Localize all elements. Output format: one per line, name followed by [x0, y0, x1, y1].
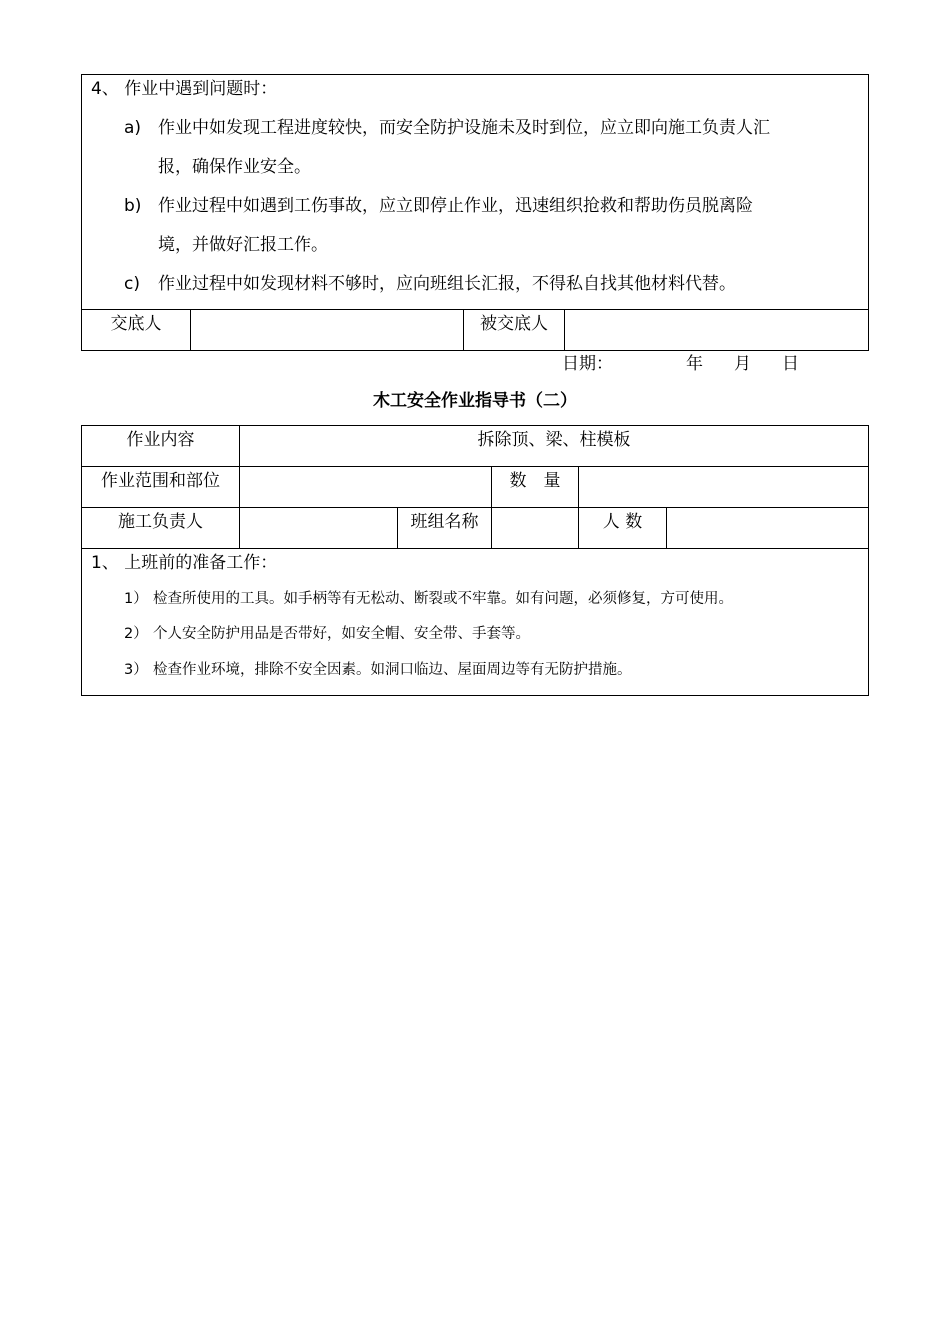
people-count-label: 人 数: [602, 512, 643, 532]
work-scope-value: [240, 467, 491, 507]
date-year: 年: [686, 354, 703, 374]
quantity-label: 数 量: [509, 471, 561, 491]
prep-item-2-marker: 2）: [124, 626, 148, 642]
section-4-heading: 4、 作业中遇到问题时：: [91, 79, 278, 99]
jiaodiren-value: [191, 310, 463, 350]
quantity-value: [579, 467, 868, 507]
prep-item-3-marker: 3）: [124, 662, 148, 678]
item-c-marker: c): [124, 274, 140, 294]
prep-item-1-text: 检查所使用的工具。如手柄等有无松动、断裂或不牢靠。如有问题，必须修复，方可使用。: [153, 591, 733, 607]
construction-lead-value: [240, 508, 397, 548]
beijiaodiren-value: [565, 310, 868, 350]
people-count-value: [667, 508, 868, 548]
team-name-label: 班组名称: [410, 512, 479, 532]
date-label: 日期：: [562, 354, 613, 374]
prep-item-1-marker: 1）: [124, 591, 148, 607]
item-b-line-2: 境，并做好汇报工作。: [158, 235, 328, 255]
prep-item-2-text: 个人安全防护用品是否带好，如安全帽、安全带、手套等。: [153, 626, 530, 642]
item-c-line-1: 作业过程中如发现材料不够时，应向班组长汇报，不得私自找其他材料代替。: [158, 274, 736, 294]
item-a-line-1: 作业中如发现工程进度较快，而安全防护设施未及时到位，应立即向施工负责人汇: [158, 118, 770, 138]
beijiaodiren-label: 被交底人: [480, 314, 548, 334]
doc2-title: 木工安全作业指导书（二）: [373, 391, 577, 411]
date-day: 日: [782, 354, 799, 374]
prep-item-3-text: 检查作业环境，排除不安全因素。如洞口临边、屋面周边等有无防护措施。: [153, 662, 632, 678]
item-b-line-1: 作业过程中如遇到工伤事故，应立即停止作业，迅速组织抢救和帮助伤员脱离险: [158, 196, 753, 216]
date-month: 月: [734, 354, 751, 374]
item-b-marker: b): [124, 196, 142, 216]
work-scope-label: 作业范围和部位: [101, 471, 220, 491]
work-content-value: 拆除顶、梁、柱模板: [477, 430, 631, 450]
item-a-marker: a): [124, 118, 142, 138]
item-a-line-2: 报，确保作业安全。: [158, 157, 311, 177]
team-name-value: [492, 508, 578, 548]
jiaodiren-label: 交底人: [110, 314, 162, 334]
construction-lead-label: 施工负责人: [118, 512, 203, 532]
section-1-heading: 1、 上班前的准备工作：: [91, 553, 278, 573]
lower-row-3-divider: [81, 548, 869, 549]
work-content-label: 作业内容: [126, 430, 195, 450]
